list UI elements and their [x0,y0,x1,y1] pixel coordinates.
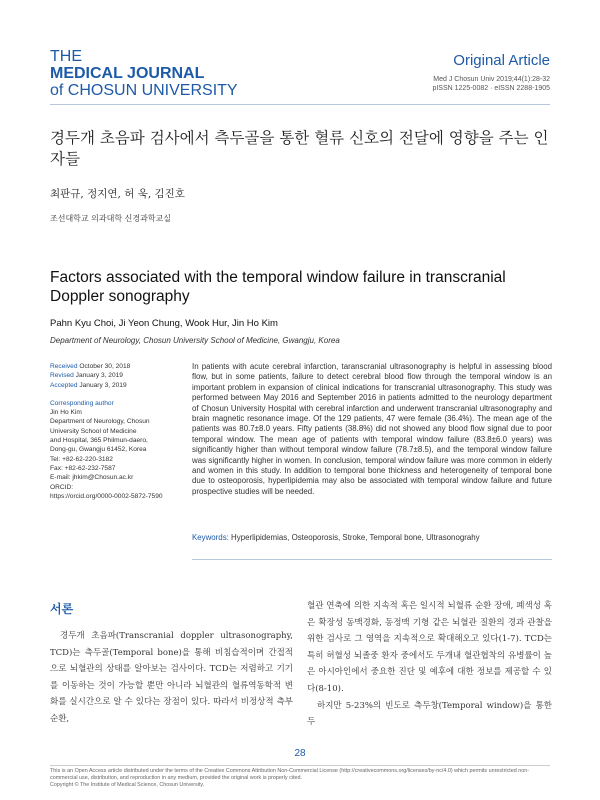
copyright: Copyright © The Institute of Medical Science, Chosun University. [50,782,205,788]
corr-line: Jin Ho Kim [50,409,82,417]
intro-paragraph-1-cont: 혈관 연축에 의한 지속적 혹은 일시적 뇌혈류 순환 장애, 폐색성 혹은 확장성 동맥경화, 동정맥 기형 같은 뇌혈관 질환의 경과 관찰을 위한 검사로 그 영역을 지속적으로 확대해오고 있다(1-7). TCD는 특히 허혈성 뇌졸중 환자 중에서도 두개내 혈관협착의 유병률이 높은 아시아인에서 중요한 진단 및 예후에 대한 정보를 제공할 수 있다(8-10). [307,601,552,694]
corr-line: Dong-gu, Gwangju 61452, Korea [50,446,147,454]
corr-email[interactable]: E-mail: jhkim@Chosun.ac.kr [50,474,134,482]
header-info [432,52,550,93]
article-info-sidebar [50,362,190,501]
corr-orcid-label: ORCID: [50,483,74,491]
received-label: Received [50,363,78,370]
journal-line-2: MEDICAL JOURNAL [50,65,205,82]
english-title: Factors associated with the temporal window failure in transcranial Doppler sonography [50,269,506,305]
intro-paragraph-1: 경두개 초음파(Transcranial doppler ultrasonography, TCD)는 측두골(Temporal bone)을 통해 비침습적이며 간접적으로 뇌혈관의 상태를 알아보는 검사이다. TCD는 저렴하고 기기를 이동하는 것이 가능할 뿐만 아니라 뇌혈관의 혈류역동학적 변화를 실시간으로 알 수 있다는 장점이 있다. 따라서 비정상적 측부 순환, [50,631,293,724]
intro-heading: 서론 [50,602,74,616]
revised-date: January 3, 2019 [75,372,123,380]
issn: pISSN 1225-0082 · eISSN 2288-1905 [432,85,550,92]
citation: Med J Chosun Univ 2019;44(1):28-32 [433,76,550,83]
keywords-text: Hyperlipidemias, Osteoporosis, Stroke, Temporal bone, Ultrasonograhy [231,533,480,542]
corr-tel: Tel: +82-62-220-3182 [50,455,113,463]
intro-paragraph-2: 하지만 5-23%의 빈도로 측두창(Temporal window)을 통한 두 [307,700,552,728]
intro-right-column [307,598,552,731]
corr-line: and Hospital, 365 Philmun-daero, [50,437,148,445]
accepted-label: Accepted [50,381,78,389]
korean-title: 경두개 초음파 검사에서 측두골을 통한 혈류 신호의 전달에 영향을 주는 인자들 [50,129,549,168]
corr-line: University School of Medicine [50,427,137,435]
english-authors: Pahn Kyu Choi, Ji Yeon Chung, Wook Hur, Jin Ho Kim [50,318,278,329]
corr-fax: Fax: +82-62-232-7587 [50,464,116,472]
corresponding-author-label: Corresponding author [50,399,114,407]
corr-line: Department of Neurology, Chosun [50,418,150,426]
page-number: 28 [294,748,306,759]
received-date: October 30, 2018 [79,363,131,370]
keywords-divider [192,559,552,560]
intro-left-column [50,628,293,728]
footer [50,768,550,789]
journal-logo [50,48,238,99]
license-note: This is an Open Access article distributed under the terms of the Creative Commons Attribution Non-Commercial License (http://creativecommons.org/licenses/by-nc/4.0) which permits unrestricted non-commercial use, distribution, and reproduction in any medium, provided the original work is properly cited. [50,768,530,781]
korean-authors: 최판규, 정지연, 허 욱, 김진호 [50,188,185,200]
corr-orcid-link[interactable]: https://orcid.org/0000-0002-5872-7590 [50,492,163,500]
korean-affiliation: 조선대학교 의과대학 신경과학교실 [50,214,172,223]
accepted-date: January 3, 2019 [79,381,127,389]
revised-label: Revised [50,372,74,380]
keywords-label: Keywords: [192,533,229,542]
header-divider [50,104,550,105]
english-affiliation: Department of Neurology, Chosun University School of Medicine, Gwangju, Korea [50,336,340,345]
abstract: In patients with acute cerebral infarction, taranscranial ultrasonography is helpful in assessing blood flow, but in some patients, failure to detect cerebral blood flow through the temporal window is an important problem in expansion of clinical indications for transcranial ultrasonography. This study was performed between May 2016 and September 2016 in patients admitted to the neurology department of Chosun University Hospital with cerebral infarction and underwent transcranial ultrasonography and brain magnetic resonance image. Of the 129 patients, 47 were female (36.4%). The mean age of the patients was 80.7±8.0 years. Fifty patients (38.8%) did not showed any blood flow signal due to poor temporal window. The mean age of patients with temporal window failure (83.8±6.0 years) was significantly higher than without temporal window failure (78.7±8.5), and the temporal window failure was significantly higher in women. In conclusion, temporal window failure was more common in elderly and women in this study. In addition to temporal bone thickness and heterogeneity of temporal bone due to osteoporosis, hyperlipidemia may also be associated with temporal window failure and future prospective studies will be needed. [192,362,552,496]
journal-line-3: of CHOSUN UNIVERSITY [50,82,238,99]
article-type: Original Article [453,52,550,69]
journal-line-1: THE [50,48,82,65]
footer-divider [50,765,550,766]
keywords [192,533,552,542]
